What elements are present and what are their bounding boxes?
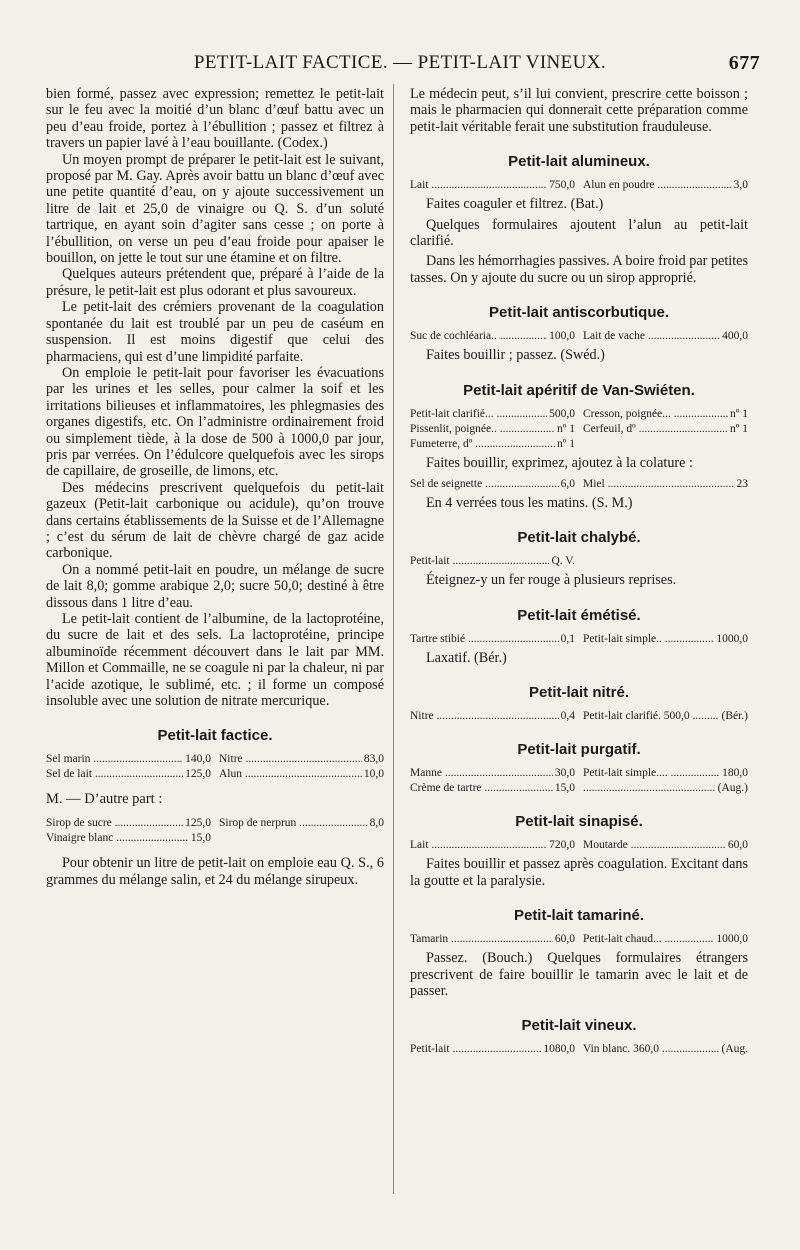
section-title: Petit-lait apéritif de Van-Swiéten. [463, 381, 695, 399]
ingredient-name: Moutarde ..... [583, 838, 726, 852]
formula-table [410, 766, 748, 795]
formula-row [410, 437, 748, 451]
formula-cell [583, 766, 748, 780]
ingredient-name: Petit-lait chaud... ..... [583, 932, 714, 946]
ingredient-name: Tartre stibié ..... [410, 632, 559, 646]
ingredient-amount: 180,0 [722, 767, 748, 780]
ingredient-amount: 0,4 [560, 710, 575, 723]
empty-cell [583, 437, 748, 451]
formula-cell [410, 437, 575, 451]
empty-cell [219, 831, 384, 845]
formula-row [410, 709, 748, 723]
ingredient-amount: nº 1 [557, 422, 575, 435]
section-title: Petit-lait vineux. [521, 1017, 637, 1035]
ingredient-name: Sel de seignette ..... [410, 477, 559, 491]
ingredient-amount: 125,0 [185, 817, 211, 830]
formula-cell [46, 816, 211, 830]
paragraph: Faites bouillir ; passez. (Swéd.) [426, 347, 605, 364]
ingredient-name: Petit-lait clarifié. 500,0 ..... [583, 709, 719, 723]
formula-row [410, 838, 748, 852]
formula-row [410, 407, 748, 421]
ingredient-name: Cresson, poignée... ..... [583, 407, 728, 421]
ingredient-name: Miel ..... [583, 477, 735, 491]
formula-table [46, 752, 384, 781]
ingredient-amount: 720,0 [549, 839, 575, 852]
formula-cell [219, 767, 384, 781]
ingredient-name: Tamarin ..... [410, 932, 553, 946]
ingredient-name: Lait ..... [410, 178, 547, 192]
ingredient-name: Fumeterre, dº ..... [410, 437, 555, 451]
ingredient-amount: 6,0 [560, 478, 575, 491]
formula-table [410, 477, 748, 491]
formula-table [410, 838, 748, 852]
ingredient-amount: 1000,0 [716, 933, 748, 946]
ingredient-amount: nº 1 [730, 422, 748, 435]
formula-cell [46, 767, 211, 781]
section-title: Petit-lait nitré. [528, 684, 629, 702]
ingredient-name: Pissenlit, poignée.. ..... [410, 422, 555, 436]
page-number: 677 [728, 52, 760, 74]
formula-table [410, 709, 748, 723]
ingredient-amount: (Aug. [721, 1043, 748, 1056]
ingredient-amount: (Aug.) [717, 782, 748, 795]
ingredient-amount: 8,0 [369, 817, 384, 830]
formula-row [410, 932, 748, 946]
ingredient-name: Sirop de sucre ..... [46, 816, 183, 830]
formula-table [410, 329, 748, 343]
formula-cell [583, 554, 748, 568]
ingredient-amount: 60,0 [554, 933, 575, 946]
paragraph: Quelques auteurs prétendent que, préparé à l’aide de la présure, le petit-lait est plus odorant et plus savoureux. [46, 266, 384, 299]
paragraph: Quelques formulaires ajoutent l’alun au petit-lait clarifié. [410, 216, 748, 250]
formula-cell [583, 781, 748, 795]
ingredient-amount: 30,0 [554, 767, 575, 780]
formula-cell [410, 838, 575, 852]
section-title: Petit-lait émétisé. [517, 606, 641, 624]
paragraph: On emploie le petit-lait pour favoriser les évacuations par les urines et les selles, pour calmer la soif et les irritations bilieuses et inflammatoires, les phlegmasies des organes digestifs, etc. On l’administre ordinairement froid ou simplement tiède, à la dose de 500 à 1000,0 par jour, pris par verrées. On l’édulcore quelquefois avec les sirops de capillaire, de groseille, de limons, etc. [46, 364, 384, 480]
formula-cell [410, 781, 575, 795]
paragraph: En 4 verrées tous les matins. (S. M.) [426, 495, 633, 512]
ingredient-name: Petit-lait clarifié... ..... [410, 407, 547, 421]
formula-cell [410, 477, 575, 491]
ingredient-amount: 83,0 [363, 753, 384, 766]
formula-row [410, 422, 748, 436]
ingredient-amount: 23 [736, 478, 748, 491]
paragraph: Le médecin peut, s’il lui convient, prescrire cette boisson ; mais le pharmacien qui donnerait cette préparation comme petit-lait véritable ferait une substitution frauduleuse. [410, 86, 748, 135]
paragraph: Passez. (Bouch.) Quelques formulaires étrangers prescrivent de faire bouillir le tamarin avec le lait et de passer. [410, 950, 748, 999]
formula-cell [410, 178, 575, 192]
formula-cell [583, 838, 748, 852]
formula-row [46, 816, 384, 830]
paragraph: Le petit-lait contient de l’albumine, de la lactoprotéine, du sucre de lait et des sels. La lactoprotéine, principe albuminoïde récemment découvert dans le lait par MM. Millon et Commaille, ne se coagule ni par la chaleur, ni par l’acide azotique, le sublimé, etc. ; il forme un composé insoluble avec une solution de nitrate mercurique. [46, 611, 384, 710]
formula-table [410, 178, 748, 192]
formula-cell [410, 422, 575, 436]
section-title: Petit-lait sinapisé. [515, 813, 643, 831]
formula-cell [46, 752, 211, 766]
formula-cell [219, 816, 384, 830]
ingredient-name: Crème de tartre ..... [410, 781, 553, 795]
section-title: Petit-lait purgatif. [517, 741, 641, 759]
ingredient-name: Suc de cochléaria.. ..... [410, 329, 547, 343]
formula-cell [410, 932, 575, 946]
formula-cell [410, 1042, 575, 1056]
formula-cell [410, 329, 575, 343]
right-column [410, 86, 748, 1057]
section-title: Petit-lait chalybé. [517, 529, 641, 547]
ingredient-name: Lait ..... [410, 838, 547, 852]
header-title: PETIT-LAIT FACTICE. — PETIT-LAIT VINEUX. [193, 52, 607, 73]
formula-row [410, 178, 748, 192]
ingredient-amount: 0,1 [560, 632, 575, 645]
ingredient-name: Petit-lait ..... [410, 1042, 541, 1056]
formula-cell [583, 1042, 748, 1056]
column-divider [393, 84, 394, 1194]
formula-table [46, 816, 384, 845]
ingredient-name: Petit-lait simple.. ..... [583, 632, 714, 646]
section-title: Petit-lait tamariné. [513, 907, 645, 925]
ingredient-name: Petit-lait ..... [410, 554, 549, 568]
formula-cell [583, 422, 748, 436]
formula-row [46, 752, 384, 766]
ingredient-name: Manne ..... [410, 766, 553, 780]
ingredient-name: Petit-lait simple.... ..... [583, 766, 720, 780]
ingredient-amount: 140,0 [185, 753, 211, 766]
formula-cell [46, 831, 211, 845]
ingredient-amount: (Bér.) [721, 710, 748, 723]
formula-cell [583, 437, 748, 451]
formula-cell [583, 477, 748, 491]
paragraph: Un moyen prompt de préparer le petit-lait est le suivant, proposé par M. Gay. Après avoir battu un blanc d’œuf avec une petite quantité d’eau, on y ajoute successivement un litre de lait et 25,0 de vinaigre ou Q. S. d’un soluté tartrique, en ayant soin d’agiter sans cesse ; on porte à l’ébullition, on verse un peu d’eau froide pour apaiser le bouillon, on jette le tout sur une étamine et on filtre. [46, 151, 384, 267]
ingredient-name: Sel marin ..... [46, 752, 183, 766]
ingredient-amount: Q. V. [551, 555, 575, 568]
ingredient-amount: 15,0 [554, 782, 575, 795]
formula-cell [583, 329, 748, 343]
ingredient-amount: nº 1 [557, 437, 575, 450]
formula-table [410, 554, 748, 568]
ingredient-name: Vinaigre blanc ..... [46, 831, 189, 845]
paragraph: Faites coaguler et filtrez. (Bat.) [426, 196, 604, 213]
ingredient-name: Alun en poudre ..... [583, 178, 732, 192]
paragraph: Éteignez-y un fer rouge à plusieurs reprises. [426, 572, 677, 589]
left-column [46, 86, 384, 888]
formula-row [410, 554, 748, 568]
ingredient-name: Nitre ..... [219, 752, 362, 766]
formula-row [46, 767, 384, 781]
paragraph: Pour obtenir un litre de petit-lait on emploie eau Q. S., 6 grammes du mélange salin, et 24 du mélange sirupeux. [46, 855, 384, 888]
formula-cell [583, 178, 748, 192]
paragraph: bien formé, passez avec expression; remettez le petit-lait sur le feu avec la moitié d’un blanc d’œuf battu avec un peu d’eau froide, portez à l’ébullition ; passez et filtrez à travers un papier lavé à l’eau bouillante. (Codex.) [46, 86, 384, 152]
paragraph: Des médecins prescrivent quelquefois du petit-lait gazeux (Petit-lait carbonique ou acidule), qu’on trouve dans certains établissements de la Suisse et de l’Allemagne ; c’est du sérum de lait de chèvre chargé de gaz acide carbonique. [46, 479, 384, 562]
ingredient-amount: 400,0 [722, 330, 748, 343]
formula-row [46, 831, 384, 845]
formula-cell [410, 709, 575, 723]
formula-row [410, 766, 748, 780]
formula-row [410, 329, 748, 343]
ingredient-name: Sirop de nerprun ..... [219, 816, 368, 830]
ingredient-name: Nitre ..... [410, 709, 559, 723]
formula-cell [583, 709, 748, 723]
section-title: Petit-lait antiscorbutique. [488, 304, 669, 322]
formula-cell [410, 766, 575, 780]
formula-row [410, 781, 748, 795]
formula-cell [219, 752, 384, 766]
formula-cell [583, 632, 748, 646]
ingredient-amount: nº 1 [730, 407, 748, 420]
section-title: Petit-lait factice. [157, 727, 273, 745]
formula-table [410, 632, 748, 646]
ingredient-name: Lait de vache ..... [583, 329, 720, 343]
formula-cell [583, 932, 748, 946]
formula-row [410, 632, 748, 646]
formula-table [410, 1042, 748, 1056]
ingredient-amount: 750,0 [549, 179, 575, 192]
formula-row [410, 477, 748, 491]
ingredient-amount: 1080,0 [543, 1043, 575, 1056]
section-title: Petit-lait alumineux. [508, 153, 650, 171]
ingredient-amount: 10,0 [363, 768, 384, 781]
ingredient-amount: 60,0 [727, 839, 748, 852]
formula-cell [410, 554, 575, 568]
ingredient-name [583, 781, 716, 795]
formula-row [410, 1042, 748, 1056]
formula-cell [219, 831, 384, 845]
formula-cell [583, 407, 748, 421]
paragraph: Le petit-lait des crémiers provenant de la coagulation spontanée du lait est troublé par un peu de caséum en suspension. Il est moins digestif que celui des pharmaciens, qui est d’une limpidité parfaite. [46, 299, 384, 365]
formula-table [410, 407, 748, 451]
section-subtitle: M. — D’autre part : [46, 791, 163, 808]
ingredient-amount: 3,0 [733, 179, 748, 192]
running-header [40, 52, 760, 76]
paragraph: Laxatif. (Bér.) [426, 649, 507, 666]
ingredient-amount: 125,0 [185, 768, 211, 781]
ingredient-name: Vin blanc. 360,0 ..... [583, 1042, 719, 1056]
paragraph: Faites bouillir, exprimez, ajoutez à la colature : [426, 454, 693, 471]
formula-cell [410, 632, 575, 646]
empty-cell [583, 554, 748, 568]
ingredient-name: Cerfeuil, dº ..... [583, 422, 728, 436]
ingredient-name: Alun ..... [219, 767, 362, 781]
ingredient-amount: 1000,0 [716, 632, 748, 645]
paragraph: On a nommé petit-lait en poudre, un mélange de sucre de lait 8,0; gomme arabique 2,0; sucre 50,0; destiné à être dissous dans 1 litre d’eau. [46, 561, 384, 611]
ingredient-amount: 100,0 [549, 330, 575, 343]
formula-table [410, 932, 748, 946]
formula-cell [410, 407, 575, 421]
paragraph: Faites bouillir et passez après coagulation. Excitant dans la goutte et la paralysie. [410, 856, 748, 889]
ingredient-amount: 500,0 [549, 407, 575, 420]
ingredient-amount: 15,0 [190, 832, 211, 845]
paragraph: Dans les hémorrhagies passives. A boire froid par petites tasses. On y ajoute du sucre ou un sirop approprié. [410, 253, 748, 286]
ingredient-name: Sel de lait ..... [46, 767, 183, 781]
